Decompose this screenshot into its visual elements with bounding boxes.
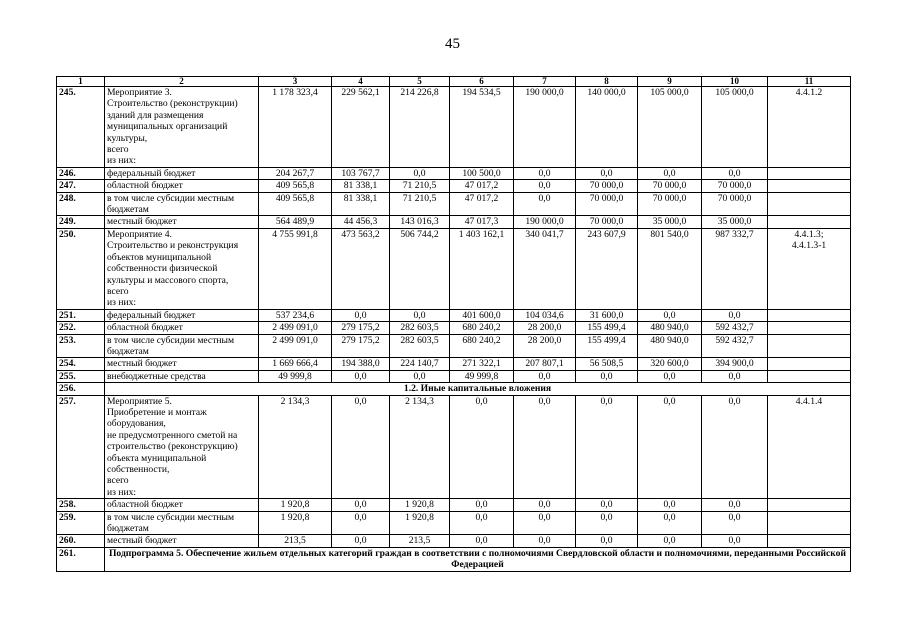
reference-cell	[768, 322, 851, 334]
row-name: областной бюджет	[105, 180, 259, 192]
row-number: 249.	[57, 216, 105, 228]
reference-cell	[768, 511, 851, 535]
value-cell: 4 755 991,8	[259, 228, 332, 309]
table-row	[57, 216, 851, 228]
value-cell: 0,0	[332, 535, 390, 547]
column-header: 5	[390, 77, 450, 87]
value-cell: 537 234,6	[259, 309, 332, 321]
page-number: 45	[445, 36, 460, 52]
value-cell: 105 000,0	[638, 87, 702, 168]
value-cell: 49 999,8	[450, 370, 514, 382]
row-name: Мероприятие 4. Строительство и реконструкция объектов муниципальной собственности физической культуры и массового спорта, всего из них:	[105, 228, 259, 309]
value-cell: 2 134,3	[390, 395, 450, 499]
value-cell: 409 565,8	[259, 180, 332, 192]
row-number: 258.	[57, 499, 105, 511]
value-cell: 229 562,1	[332, 87, 390, 168]
value-cell: 1 178 323,4	[259, 87, 332, 168]
value-cell: 0,0	[576, 370, 638, 382]
value-cell: 0,0	[332, 499, 390, 511]
row-name: областной бюджет	[105, 322, 259, 334]
table-row	[57, 87, 851, 168]
table-row	[57, 383, 851, 395]
value-cell: 409 565,8	[259, 192, 332, 216]
value-cell: 592 432,7	[702, 322, 768, 334]
value-cell: 105 000,0	[702, 87, 768, 168]
row-number: 259.	[57, 511, 105, 535]
value-cell: 155 499,4	[576, 334, 638, 358]
table-row	[57, 167, 851, 179]
value-cell: 680 240,2	[450, 334, 514, 358]
value-cell: 401 600,0	[450, 309, 514, 321]
table-row	[57, 358, 851, 370]
value-cell: 0,0	[576, 167, 638, 179]
value-cell: 213,5	[390, 535, 450, 547]
value-cell: 243 607,9	[576, 228, 638, 309]
value-cell: 1 920,8	[390, 499, 450, 511]
row-number: 247.	[57, 180, 105, 192]
value-cell: 81 338,1	[332, 180, 390, 192]
row-number: 250.	[57, 228, 105, 309]
value-cell: 70 000,0	[638, 192, 702, 216]
value-cell: 801 540,0	[638, 228, 702, 309]
value-cell: 0,0	[702, 370, 768, 382]
row-number: 252.	[57, 322, 105, 334]
reference-cell: 4.4.1.4	[768, 395, 851, 499]
value-cell: 28 200,0	[514, 334, 576, 358]
value-cell: 680 240,2	[450, 322, 514, 334]
value-cell: 0,0	[332, 511, 390, 535]
value-cell: 81 338,1	[332, 192, 390, 216]
column-header: 1	[57, 77, 105, 87]
table-row	[57, 535, 851, 547]
value-cell: 0,0	[332, 395, 390, 499]
value-cell: 190 000,0	[514, 87, 576, 168]
reference-cell	[768, 334, 851, 358]
value-cell: 204 267,7	[259, 167, 332, 179]
row-number: 248.	[57, 192, 105, 216]
row-name: внебюджетные средства	[105, 370, 259, 382]
value-cell: 0,0	[576, 511, 638, 535]
value-cell: 0,0	[576, 395, 638, 499]
value-cell: 194 388,0	[332, 358, 390, 370]
reference-cell	[768, 216, 851, 228]
value-cell: 0,0	[514, 535, 576, 547]
value-cell: 28 200,0	[514, 322, 576, 334]
value-cell: 213,5	[259, 535, 332, 547]
value-cell: 0,0	[450, 511, 514, 535]
value-cell: 0,0	[332, 370, 390, 382]
table-row	[57, 192, 851, 216]
value-cell: 0,0	[638, 309, 702, 321]
value-cell: 70 000,0	[638, 180, 702, 192]
value-cell: 592 432,7	[702, 334, 768, 358]
value-cell: 0,0	[702, 395, 768, 499]
value-cell: 1 920,8	[259, 511, 332, 535]
value-cell: 224 140,7	[390, 358, 450, 370]
value-cell: 71 210,5	[390, 180, 450, 192]
column-header: 3	[259, 77, 332, 87]
column-header: 2	[105, 77, 259, 87]
value-cell: 70 000,0	[576, 192, 638, 216]
row-name: в том числе субсидии местным бюджетам	[105, 192, 259, 216]
reference-cell	[768, 499, 851, 511]
value-cell: 70 000,0	[702, 192, 768, 216]
table-row	[57, 334, 851, 358]
row-number: 261.	[57, 547, 105, 571]
financing-table	[56, 76, 851, 572]
value-cell: 282 603,5	[390, 322, 450, 334]
row-name: областной бюджет	[105, 499, 259, 511]
value-cell: 35 000,0	[702, 216, 768, 228]
row-number: 257.	[57, 395, 105, 499]
reference-cell: 4.4.1.3; 4.4.1.3-1	[768, 228, 851, 309]
column-header: 4	[332, 77, 390, 87]
row-name: местный бюджет	[105, 535, 259, 547]
value-cell: 2 134,3	[259, 395, 332, 499]
value-cell: 0,0	[638, 499, 702, 511]
column-header: 9	[638, 77, 702, 87]
row-name: местный бюджет	[105, 216, 259, 228]
reference-cell	[768, 167, 851, 179]
reference-cell	[768, 370, 851, 382]
value-cell: 282 603,5	[390, 334, 450, 358]
value-cell: 47 017,3	[450, 216, 514, 228]
row-name: Мероприятие 3. Строительство (реконструкции) зданий для размещения муниципальных организаций культуры, всего из них:	[105, 87, 259, 168]
row-number: 255.	[57, 370, 105, 382]
reference-cell	[768, 180, 851, 192]
value-cell: 0,0	[390, 309, 450, 321]
row-number: 260.	[57, 535, 105, 547]
value-cell: 0,0	[702, 167, 768, 179]
table-row	[57, 322, 851, 334]
row-number: 245.	[57, 87, 105, 168]
value-cell: 480 940,0	[638, 334, 702, 358]
value-cell: 0,0	[638, 395, 702, 499]
value-cell: 0,0	[450, 535, 514, 547]
value-cell: 0,0	[702, 499, 768, 511]
value-cell: 0,0	[514, 370, 576, 382]
row-name: в том числе субсидии местным бюджетам	[105, 334, 259, 358]
value-cell: 190 000,0	[514, 216, 576, 228]
value-cell: 394 900,0	[702, 358, 768, 370]
value-cell: 71 210,5	[390, 192, 450, 216]
row-number: 246.	[57, 167, 105, 179]
value-cell: 279 175,2	[332, 334, 390, 358]
value-cell: 103 767,7	[332, 167, 390, 179]
value-cell: 70 000,0	[576, 180, 638, 192]
value-cell: 70 000,0	[576, 216, 638, 228]
value-cell: 56 508,5	[576, 358, 638, 370]
value-cell: 1 669 666,4	[259, 358, 332, 370]
row-name: федеральный бюджет	[105, 167, 259, 179]
row-name: федеральный бюджет	[105, 309, 259, 321]
table-row	[57, 547, 851, 571]
value-cell: 0,0	[514, 499, 576, 511]
reference-cell: 4.4.1.2	[768, 87, 851, 168]
value-cell: 70 000,0	[702, 180, 768, 192]
value-cell: 0,0	[514, 192, 576, 216]
row-number: 251.	[57, 309, 105, 321]
value-cell: 0,0	[702, 535, 768, 547]
value-cell: 47 017,2	[450, 192, 514, 216]
value-cell: 0,0	[638, 370, 702, 382]
value-cell: 0,0	[576, 499, 638, 511]
table-row	[57, 180, 851, 192]
value-cell: 1 920,8	[259, 499, 332, 511]
table-row	[57, 228, 851, 309]
value-cell: 0,0	[638, 511, 702, 535]
value-cell: 0,0	[638, 535, 702, 547]
value-cell: 0,0	[638, 167, 702, 179]
row-number: 256.	[57, 383, 105, 395]
reference-cell	[768, 192, 851, 216]
value-cell: 0,0	[576, 535, 638, 547]
row-number: 253.	[57, 334, 105, 358]
column-header: 11	[768, 77, 851, 87]
value-cell: 44 456,3	[332, 216, 390, 228]
value-cell: 1 920,8	[390, 511, 450, 535]
value-cell: 0,0	[332, 309, 390, 321]
value-cell: 47 017,2	[450, 180, 514, 192]
table-row	[57, 309, 851, 321]
value-cell: 271 322,1	[450, 358, 514, 370]
value-cell: 2 499 091,0	[259, 322, 332, 334]
row-name: Мероприятие 5. Приобретение и монтаж оборудования, не предусмотренного сметой на строительство (реконструкцию) объекта муниципальной собственности, всего из них:	[105, 395, 259, 499]
value-cell: 140 000,0	[576, 87, 638, 168]
value-cell: 35 000,0	[638, 216, 702, 228]
value-cell: 0,0	[702, 511, 768, 535]
value-cell: 987 332,7	[702, 228, 768, 309]
row-number: 254.	[57, 358, 105, 370]
value-cell: 0,0	[450, 395, 514, 499]
table-row	[57, 511, 851, 535]
value-cell: 143 016,3	[390, 216, 450, 228]
value-cell: 564 489,9	[259, 216, 332, 228]
value-cell: 194 534,5	[450, 87, 514, 168]
value-cell: 473 563,2	[332, 228, 390, 309]
table-row	[57, 395, 851, 499]
value-cell: 0,0	[450, 499, 514, 511]
value-cell: 279 175,2	[332, 322, 390, 334]
value-cell: 340 041,7	[514, 228, 576, 309]
reference-cell	[768, 358, 851, 370]
value-cell: 0,0	[514, 167, 576, 179]
subprogram-heading: Подпрограмма 5. Обеспечение жильем отдельных категорий граждан в соответствии с полномочиями Свердловской области и полномочиями, переданными Российской Федерацией	[105, 547, 851, 571]
header-row	[57, 77, 851, 87]
value-cell: 2 499 091,0	[259, 334, 332, 358]
reference-cell	[768, 535, 851, 547]
value-cell: 31 600,0	[576, 309, 638, 321]
value-cell: 0,0	[514, 180, 576, 192]
value-cell: 100 500,0	[450, 167, 514, 179]
value-cell: 0,0	[390, 370, 450, 382]
value-cell: 214 226,8	[390, 87, 450, 168]
row-name: в том числе субсидии местным бюджетам	[105, 511, 259, 535]
section-heading: 1.2. Иные капитальные вложения	[105, 383, 851, 395]
value-cell: 104 034,6	[514, 309, 576, 321]
value-cell: 506 744,2	[390, 228, 450, 309]
value-cell: 155 499,4	[576, 322, 638, 334]
value-cell: 0,0	[514, 511, 576, 535]
row-name: местный бюджет	[105, 358, 259, 370]
column-header: 10	[702, 77, 768, 87]
column-header: 6	[450, 77, 514, 87]
table-row	[57, 370, 851, 382]
table-row	[57, 499, 851, 511]
value-cell: 0,0	[390, 167, 450, 179]
column-header: 7	[514, 77, 576, 87]
value-cell: 0,0	[702, 309, 768, 321]
value-cell: 320 600,0	[638, 358, 702, 370]
value-cell: 207 807,1	[514, 358, 576, 370]
reference-cell	[768, 309, 851, 321]
value-cell: 1 403 162,1	[450, 228, 514, 309]
column-header: 8	[576, 77, 638, 87]
value-cell: 0,0	[514, 395, 576, 499]
value-cell: 480 940,0	[638, 322, 702, 334]
value-cell: 49 999,8	[259, 370, 332, 382]
